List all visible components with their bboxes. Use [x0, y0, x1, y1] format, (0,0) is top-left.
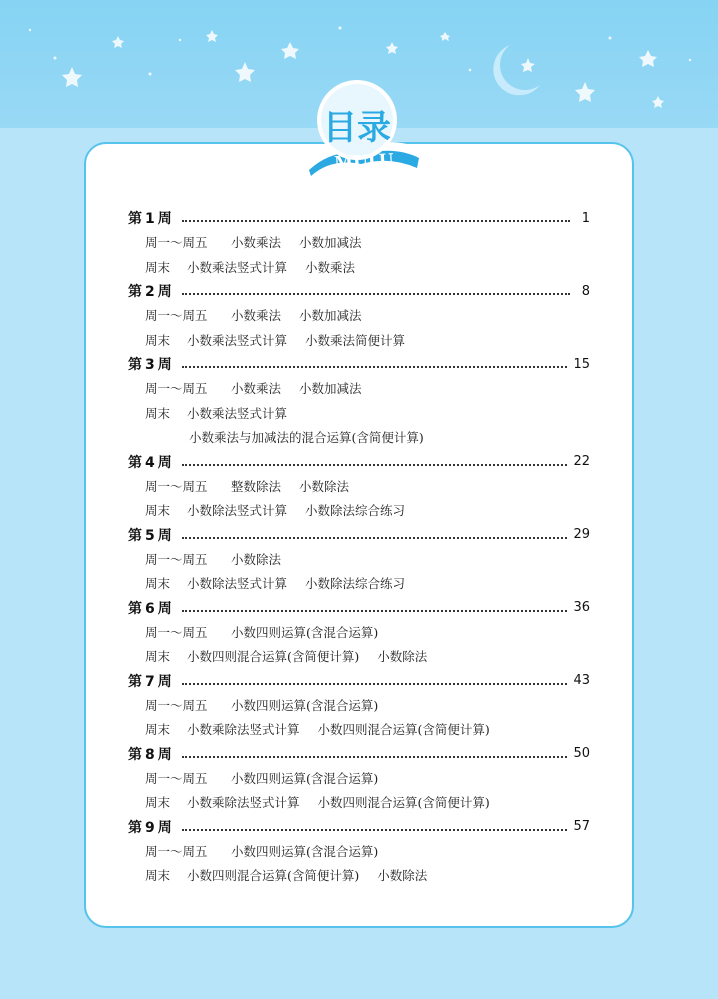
star-icon [652, 96, 664, 108]
star-icon [112, 36, 124, 48]
toc-entry[interactable] [128, 401, 590, 426]
week-label-suffix: 周 [157, 454, 172, 471]
toc-entry[interactable] [128, 303, 590, 328]
schedule-label: 周一～周五 [145, 308, 208, 324]
week-label-num: 2 [145, 284, 155, 300]
week-label-prefix: 第 [128, 357, 142, 373]
topic-item: 小数除法综合练习 [305, 503, 406, 519]
toc-entry[interactable] [128, 328, 590, 353]
week-label-num: 6 [145, 600, 155, 617]
topic-item: 小数乘法竖式计算 [187, 332, 288, 348]
topic-item: 小数四则混合运算(含简便计算) [187, 868, 360, 884]
toc-entry[interactable] [128, 571, 590, 596]
dot-leader [182, 364, 568, 368]
star-icon [386, 42, 398, 54]
star-icon [62, 67, 82, 87]
toc-entry[interactable] [128, 376, 590, 401]
week-label-prefix: 第 [128, 454, 142, 471]
dot-leader [182, 827, 568, 831]
schedule-label: 周一～周五 [145, 770, 208, 786]
week-label-prefix: 第 [128, 673, 142, 690]
schedule-label: 周末 [145, 405, 171, 421]
topic-item: 小数除法 [377, 868, 428, 884]
week-label-num: 1 [145, 211, 155, 227]
toc-entry[interactable] [128, 766, 590, 791]
title-badge [295, 76, 435, 186]
week-label-suffix: 周 [157, 746, 172, 763]
page-number: 8 [581, 283, 590, 299]
schedule-label: 周末 [145, 649, 171, 665]
topic-item: 小数加减法 [299, 235, 362, 251]
dot-leader [182, 218, 570, 222]
star-icon [281, 42, 299, 59]
topic-item: 小数除法 [231, 551, 282, 567]
week-label [128, 744, 172, 764]
topic-item: 小数除法综合练习 [305, 576, 406, 592]
page-subtitle: MULU [333, 150, 395, 174]
week-label-prefix: 第 [128, 527, 142, 544]
dot-leader [182, 462, 568, 466]
topic-item: 小数除法 [299, 478, 350, 494]
week-label [128, 354, 172, 374]
week-label-prefix: 第 [128, 600, 142, 617]
toc-week-heading[interactable] [128, 596, 590, 620]
topic-item: 小数乘法 [305, 259, 356, 275]
page-number: 43 [573, 673, 590, 688]
toc-entry[interactable] [128, 474, 590, 499]
week-label-suffix: 周 [157, 673, 172, 690]
week-label [128, 598, 172, 618]
schedule-label: 周一～周五 [145, 478, 208, 494]
schedule-label: 周一～周五 [145, 624, 208, 640]
toc-entry[interactable] [128, 425, 590, 450]
page-number: 22 [573, 454, 590, 469]
page-number: 1 [581, 210, 590, 226]
topic-item: 整数除法 [231, 478, 282, 494]
topic-item: 小数乘法 [231, 235, 282, 251]
toc-week-heading[interactable] [128, 206, 590, 230]
toc-week-heading[interactable] [128, 815, 590, 839]
toc-entry[interactable] [128, 644, 590, 669]
toc-entry[interactable] [128, 255, 590, 280]
table-of-contents [128, 206, 590, 888]
toc-entry[interactable] [128, 620, 590, 645]
topic-item: 小数乘除法竖式计算 [187, 722, 300, 738]
schedule-label: 周末 [145, 332, 171, 348]
schedule-label: 周末 [145, 868, 171, 884]
star-icon [235, 62, 255, 82]
week-label [128, 525, 172, 545]
topic-item: 小数四则运算(含混合运算) [231, 843, 379, 859]
week-label-num: 8 [145, 746, 155, 763]
week-label-num: 4 [145, 454, 155, 471]
dot-leader [182, 608, 568, 612]
topic-item: 小数乘法与加减法的混合运算(含简便计算) [189, 430, 424, 446]
page-number: 15 [573, 356, 590, 372]
week-label [128, 281, 172, 301]
week-label [128, 671, 172, 691]
star-icon [575, 82, 595, 102]
toc-week-heading[interactable] [128, 279, 590, 303]
toc-entry[interactable] [128, 839, 590, 864]
dot-leader [182, 535, 568, 539]
week-label [128, 452, 172, 472]
week-label-suffix: 周 [157, 211, 172, 227]
week-label [128, 817, 172, 837]
star-icon [440, 32, 450, 41]
week-label-num: 9 [145, 819, 155, 836]
toc-entry[interactable] [128, 230, 590, 255]
week-label-suffix: 周 [157, 600, 172, 617]
topic-item: 小数乘法 [231, 308, 282, 324]
week-label-suffix: 周 [157, 284, 172, 300]
topic-item: 小数四则混合运算(含简便计算) [187, 649, 360, 665]
week-label-num: 3 [145, 357, 155, 373]
page-number: 29 [573, 527, 590, 542]
topic-item: 小数加减法 [299, 381, 362, 397]
toc-entry[interactable] [128, 717, 590, 742]
dot-leader [182, 291, 570, 295]
topic-item: 小数四则混合运算(含简便计算) [317, 722, 490, 738]
topic-item: 小数四则运算(含混合运算) [231, 770, 379, 786]
topic-item: 小数乘除法竖式计算 [187, 795, 300, 811]
schedule-label: 周一～周五 [145, 235, 208, 251]
page-number: 57 [573, 819, 590, 834]
schedule-label: 周一～周五 [145, 843, 208, 859]
topic-item: 小数四则运算(含混合运算) [231, 697, 379, 713]
star-icon [639, 50, 657, 67]
toc-entry[interactable] [128, 790, 590, 815]
week-label-prefix: 第 [128, 819, 142, 836]
toc-entry[interactable] [128, 863, 590, 888]
toc-entry[interactable] [128, 498, 590, 523]
star-icon [521, 58, 535, 72]
week-label-prefix: 第 [128, 284, 142, 300]
week-label-prefix: 第 [128, 211, 142, 227]
toc-week-heading[interactable] [128, 352, 590, 376]
page-number: 50 [573, 746, 590, 761]
toc-week-heading[interactable] [128, 523, 590, 547]
toc-week-heading[interactable] [128, 450, 590, 474]
topic-item: 小数除法 [377, 649, 428, 665]
toc-week-heading[interactable] [128, 742, 590, 766]
week-label-suffix: 周 [157, 527, 172, 544]
week-label-prefix: 第 [128, 746, 142, 763]
schedule-label: 周末 [145, 503, 171, 519]
topic-item: 小数乘法简便计算 [305, 332, 406, 348]
schedule-label: 周一～周五 [145, 381, 208, 397]
topic-item: 小数除法竖式计算 [187, 503, 288, 519]
schedule-label: 周末 [145, 722, 171, 738]
week-label [128, 208, 172, 228]
topic-item: 小数四则混合运算(含简便计算) [317, 795, 490, 811]
toc-entry[interactable] [128, 693, 590, 718]
schedule-label: 周末 [145, 576, 171, 592]
dot-leader [182, 754, 568, 758]
week-label-num: 7 [145, 673, 155, 690]
page-title: 目录 [323, 108, 391, 148]
topic-item: 小数乘法竖式计算 [187, 259, 288, 275]
topic-item: 小数乘法 [231, 381, 282, 397]
schedule-label: 周末 [145, 795, 171, 811]
topic-item: 小数除法竖式计算 [187, 576, 288, 592]
week-label-suffix: 周 [157, 357, 172, 373]
dot-leader [182, 681, 568, 685]
schedule-label: 周一～周五 [145, 697, 208, 713]
star-icon [206, 30, 218, 42]
topic-item: 小数四则运算(含混合运算) [231, 624, 379, 640]
schedule-label: 周一～周五 [145, 551, 208, 567]
week-label-num: 5 [145, 527, 155, 544]
toc-week-heading[interactable] [128, 669, 590, 693]
schedule-label: 周末 [145, 259, 171, 275]
week-label-suffix: 周 [157, 819, 172, 836]
toc-entry[interactable] [128, 547, 590, 572]
topic-item: 小数乘法竖式计算 [187, 405, 288, 421]
topic-item: 小数加减法 [299, 308, 362, 324]
moon-icon [493, 45, 540, 95]
page-number: 36 [573, 600, 590, 615]
